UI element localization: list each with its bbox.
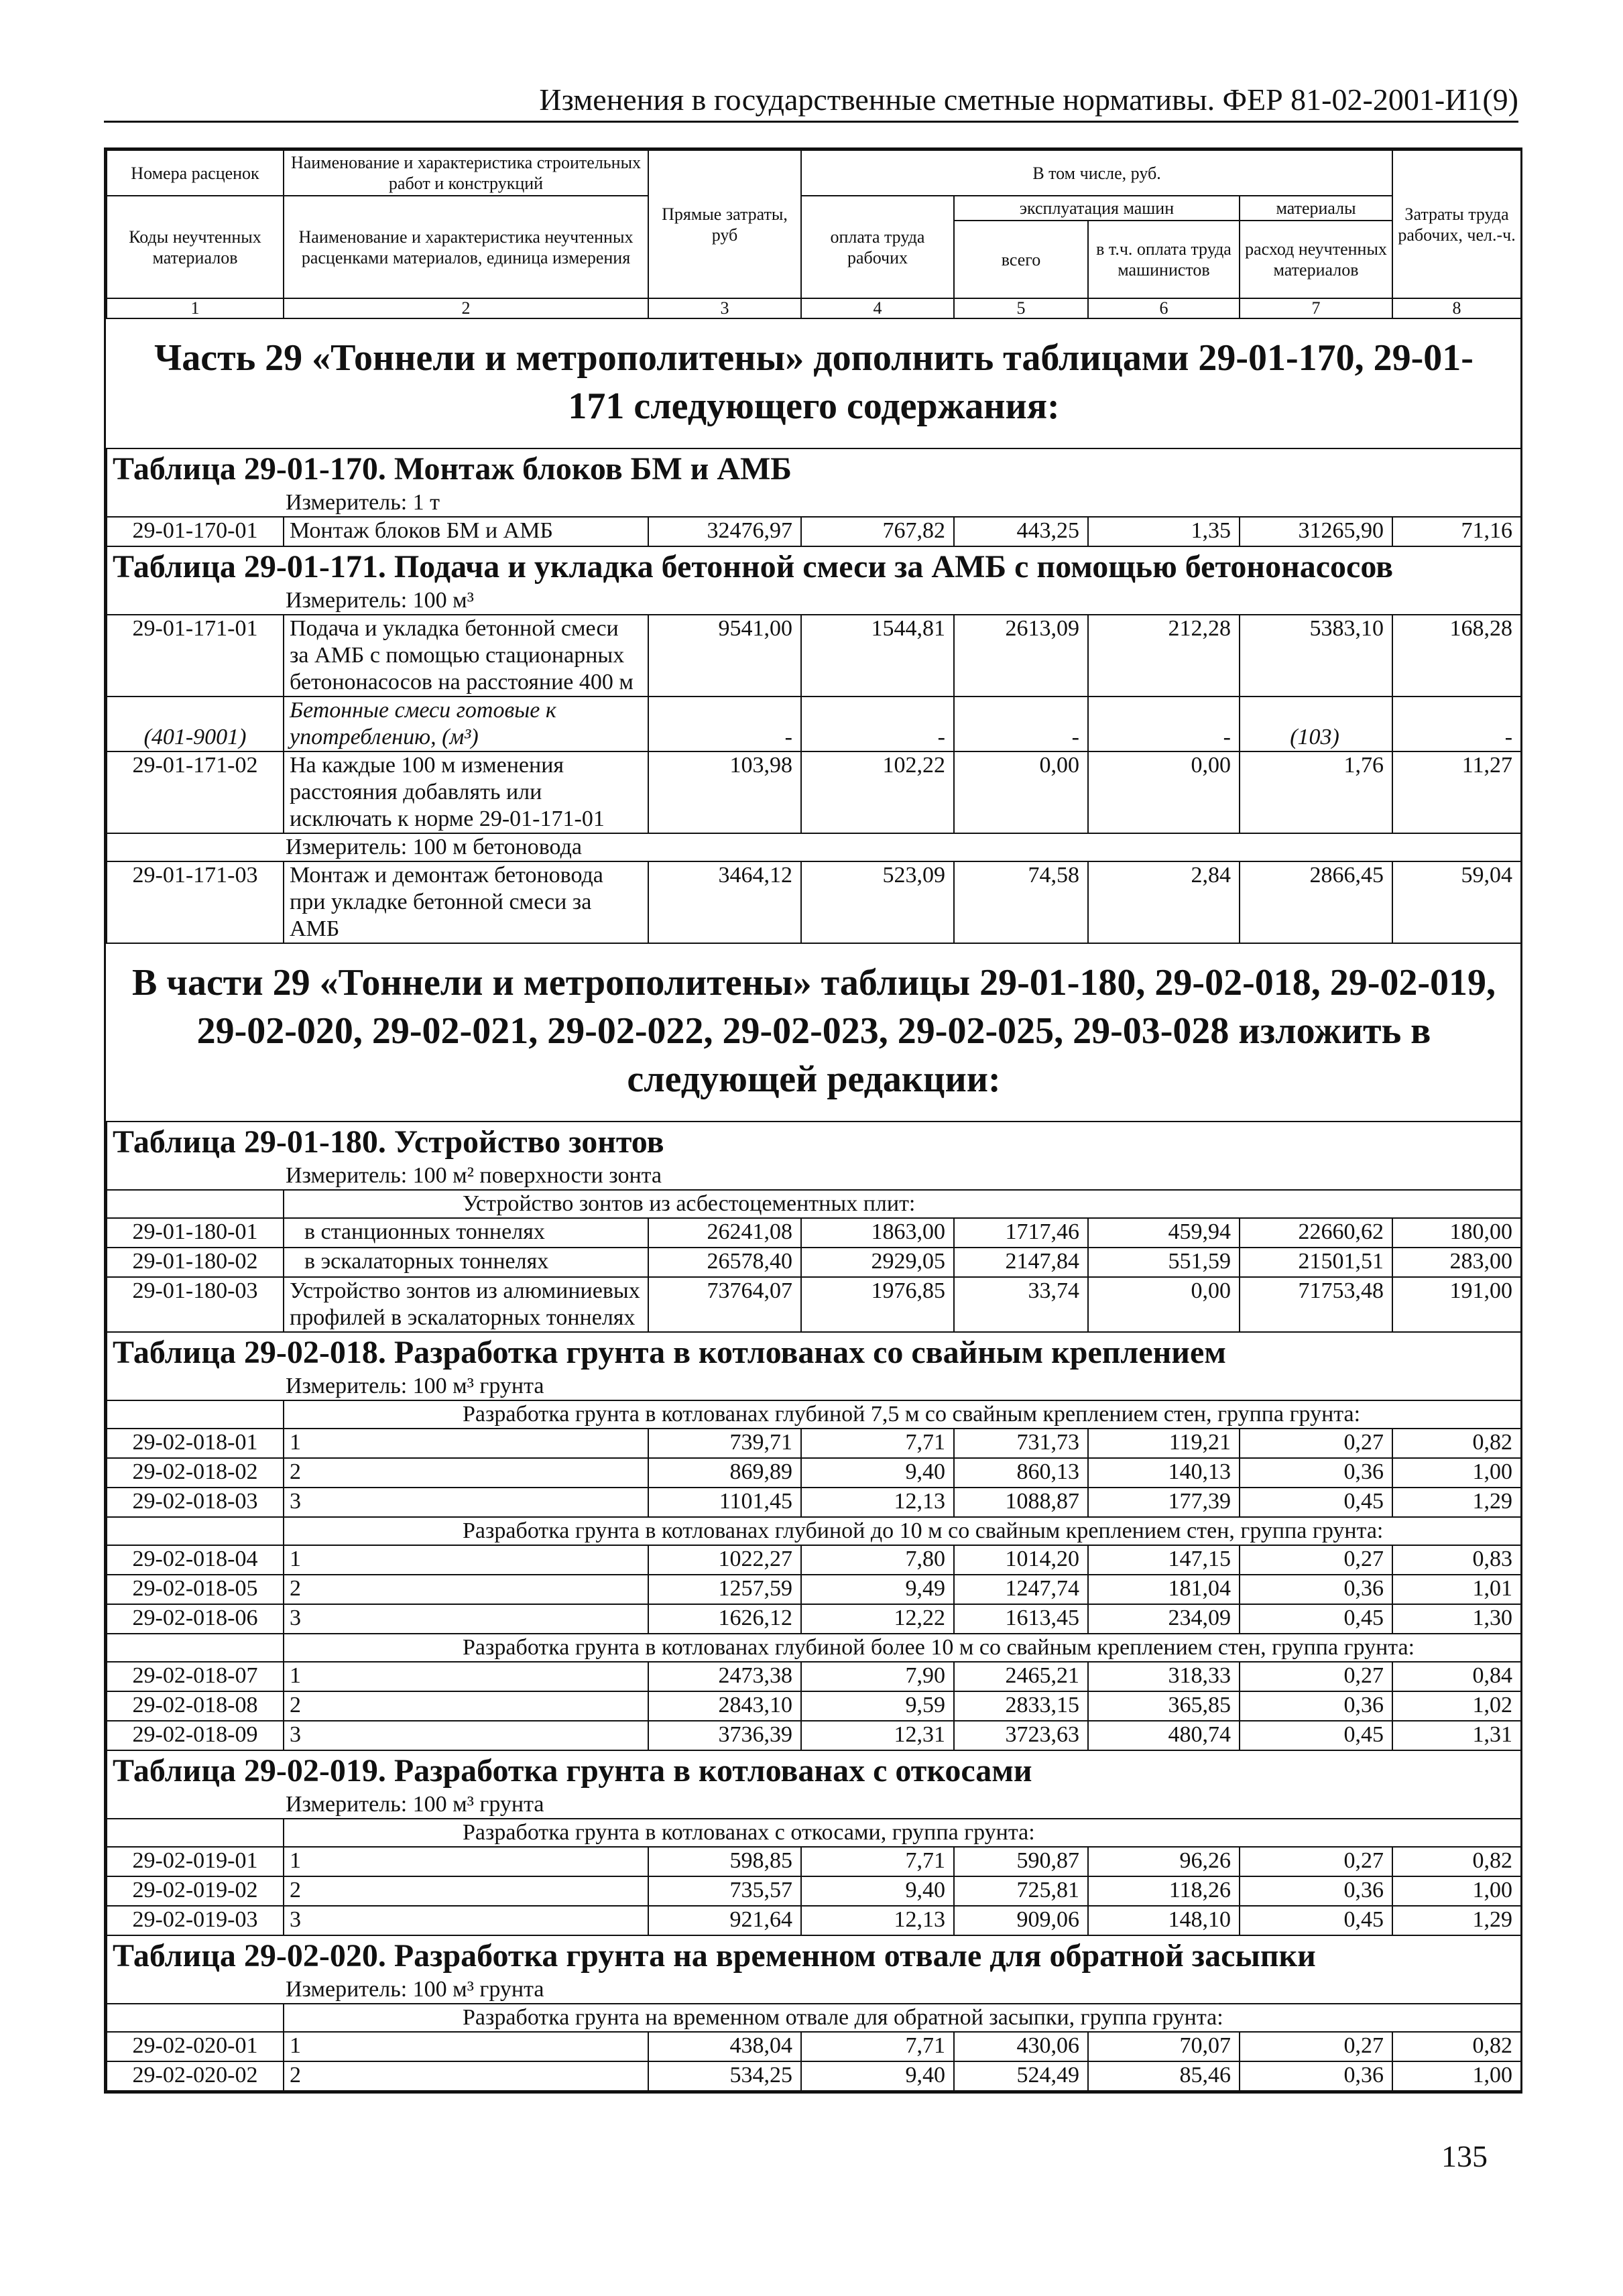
value-col-7: 0,27: [1240, 1429, 1392, 1458]
value-col-6: 148,10: [1088, 1906, 1240, 1935]
page-header: Изменения в государственные сметные нормативы. ФЕР 81-02-2001-И1(9): [104, 79, 1518, 123]
value-col-5: 2147,84: [954, 1248, 1088, 1277]
group-code-cell: [107, 1517, 284, 1545]
rate-code: 29-02-018-06: [107, 1604, 284, 1634]
group-29-02-018-b: Разработка грунта в котлованах глубиной до 10 м со свайным креплением стен, группа грунта:: [284, 1517, 1521, 1545]
rate-name: Монтаж и демонтаж бетоновода при укладке бетонной смеси за АМБ: [284, 861, 648, 943]
value-col-6: 551,59: [1088, 1248, 1240, 1277]
value-col-7: 0,36: [1240, 1458, 1392, 1488]
group-code-cell: [107, 1190, 284, 1218]
table-row: [107, 1876, 1521, 1906]
value-col-3: 869,89: [648, 1458, 801, 1488]
value-col-4: 9,59: [801, 1691, 954, 1721]
table-title-29-02-020-row: [107, 1935, 1521, 1976]
value-col-5: 2613,09: [954, 615, 1088, 697]
value-col-8: 0,84: [1392, 1662, 1521, 1691]
measure-29-01-171-pipe-row: [107, 833, 1521, 861]
table-title-29-02-018: Таблица 29-02-018. Разработка грунта в котлованах со свайным креплением: [107, 1332, 1521, 1373]
value-col-5: 524,49: [954, 2061, 1088, 2091]
table-row: [107, 2032, 1521, 2061]
rate-code: 29-01-171-01: [107, 615, 284, 697]
col8-header: Затраты труда рабочих, чел.-ч.: [1392, 150, 1521, 298]
value-col-8: 1,01: [1392, 1575, 1521, 1604]
value-col-7: 22660,62: [1240, 1218, 1392, 1248]
col1-top-header: Номера расценок: [107, 150, 284, 196]
rate-code: 29-02-019-03: [107, 1906, 284, 1935]
measure-29-02-019-row: [107, 1791, 1521, 1819]
value-col-4: -: [801, 697, 954, 751]
table-row: [107, 1545, 1521, 1575]
rate-name: 1: [284, 1662, 648, 1691]
column-number-3: 3: [648, 298, 801, 318]
rate-name: На каждые 100 м изменения расстояния добавлять или исключать к норме 29-01-171-01: [284, 751, 648, 833]
col2-bottom-header: Наименование и характеристика неучтенных расценками материалов, единица измерения: [284, 196, 648, 298]
value-col-5: 74,58: [954, 861, 1088, 943]
value-col-6: 1,35: [1088, 517, 1240, 546]
measure-29-01-171: Измеритель: 100 м³: [107, 587, 1521, 615]
value-col-4: 9,49: [801, 1575, 954, 1604]
value-col-4: 9,40: [801, 1876, 954, 1906]
rate-code: (401-9001): [107, 697, 284, 751]
column-number-2: 2: [284, 298, 648, 318]
value-col-5: 0,00: [954, 751, 1088, 833]
table-row: [107, 1604, 1521, 1634]
value-col-6: 85,46: [1088, 2061, 1240, 2091]
value-col-6: 147,15: [1088, 1545, 1240, 1575]
value-col-8: -: [1392, 697, 1521, 751]
value-col-8: 1,30: [1392, 1604, 1521, 1634]
col4-header: оплата труда рабочих: [801, 196, 954, 298]
group-29-02-018-c-row: [107, 1634, 1521, 1662]
value-col-7: 0,45: [1240, 1604, 1392, 1634]
col2-top-header: Наименование и характеристика строительных работ и конструкций: [284, 150, 648, 196]
value-col-3: 2473,38: [648, 1662, 801, 1691]
value-col-8: 1,00: [1392, 2061, 1521, 2091]
measure-29-02-020: Измеритель: 100 м³ грунта: [107, 1976, 1521, 2004]
rate-code: 29-02-020-01: [107, 2032, 284, 2061]
value-col-8: 1,31: [1392, 1721, 1521, 1750]
table-title-29-02-020: Таблица 29-02-020. Разработка грунта на временном отвале для обратной засыпки: [107, 1935, 1521, 1976]
value-col-4: 1544,81: [801, 615, 954, 697]
value-col-7: 0,36: [1240, 2061, 1392, 2091]
value-col-7: 0,45: [1240, 1721, 1392, 1750]
value-col-8: 1,00: [1392, 1458, 1521, 1488]
group-29-02-018-a-row: [107, 1400, 1521, 1429]
value-col-6: 140,13: [1088, 1458, 1240, 1488]
group-code-cell: [107, 1634, 284, 1662]
value-col-5: 1247,74: [954, 1575, 1088, 1604]
value-col-3: 921,64: [648, 1906, 801, 1935]
measure-29-01-171-row: [107, 587, 1521, 615]
value-col-5: 430,06: [954, 2032, 1088, 2061]
value-col-8: 0,82: [1392, 1429, 1521, 1458]
value-col-5: 1717,46: [954, 1218, 1088, 1248]
value-col-3: 9541,00: [648, 615, 801, 697]
value-col-8: 283,00: [1392, 1248, 1521, 1277]
measure-29-01-170: Измеритель: 1 т: [107, 489, 1521, 517]
part-heading-2: В части 29 «Тоннели и метрополитены» таблицы 29-01-180, 29-02-018, 29-02-019, 29-02-020, 29-02-021, 29-02-022, 29-02-023, 29-02-025, 29-03-028 изложить в следующей редакции:: [107, 943, 1521, 1122]
value-col-7: 0,27: [1240, 2032, 1392, 2061]
value-col-6: 96,26: [1088, 1847, 1240, 1876]
group-code-cell: [107, 1819, 284, 1847]
measure-29-01-180-row: [107, 1162, 1521, 1190]
value-col-5: 731,73: [954, 1429, 1088, 1458]
value-col-5: 1014,20: [954, 1545, 1088, 1575]
value-col-7: 0,27: [1240, 1662, 1392, 1691]
value-col-6: 2,84: [1088, 861, 1240, 943]
value-col-3: 73764,07: [648, 1277, 801, 1332]
value-col-8: 1,29: [1392, 1488, 1521, 1517]
column-number-8: 8: [1392, 298, 1521, 318]
value-col-6: 177,39: [1088, 1488, 1240, 1517]
value-col-5: 860,13: [954, 1458, 1088, 1488]
value-col-5: 2465,21: [954, 1662, 1088, 1691]
value-col-4: 9,40: [801, 1458, 954, 1488]
rate-code: 29-02-018-02: [107, 1458, 284, 1488]
rate-code: 29-02-019-01: [107, 1847, 284, 1876]
value-col-4: 2929,05: [801, 1248, 954, 1277]
value-col-7: 31265,90: [1240, 517, 1392, 546]
table-row: [107, 1248, 1521, 1277]
value-col-5: 590,87: [954, 1847, 1088, 1876]
value-col-8: 1,29: [1392, 1906, 1521, 1935]
measure-29-01-170-row: [107, 489, 1521, 517]
col1-bottom-header: Коды неучтенных материалов: [107, 196, 284, 298]
value-col-3: 26241,08: [648, 1218, 801, 1248]
table-row: [107, 1721, 1521, 1750]
table-row: [107, 1488, 1521, 1517]
rate-name: 1: [284, 1545, 648, 1575]
value-col-4: 12,22: [801, 1604, 954, 1634]
value-col-7: 0,27: [1240, 1545, 1392, 1575]
table-title-29-01-171-row: [107, 546, 1521, 587]
value-col-6: 119,21: [1088, 1429, 1240, 1458]
col3-header: Прямые затраты, руб: [648, 150, 801, 298]
value-col-8: 0,82: [1392, 1847, 1521, 1876]
value-col-4: 1976,85: [801, 1277, 954, 1332]
column-number-7: 7: [1240, 298, 1392, 318]
rate-name: 2: [284, 1575, 648, 1604]
group-29-02-020: Разработка грунта на временном отвале для обратной засыпки, группа грунта:: [284, 2004, 1521, 2032]
measure-29-02-019: Измеритель: 100 м³ грунта: [107, 1791, 1521, 1819]
table-title-29-01-180-row: [107, 1122, 1521, 1162]
rate-name: Устройство зонтов из алюминиевых профилей в эскалаторных тоннелях: [284, 1277, 648, 1332]
value-col-3: 438,04: [648, 2032, 801, 2061]
value-col-6: 212,28: [1088, 615, 1240, 697]
table-row: [107, 1277, 1521, 1332]
value-col-5: 33,74: [954, 1277, 1088, 1332]
measure-29-01-171-pipe: Измеритель: 100 м бетоновода: [107, 833, 1521, 861]
materials-group-header: материалы: [1240, 196, 1392, 221]
value-col-5: 1613,45: [954, 1604, 1088, 1634]
measure-29-02-018: Измеритель: 100 м³ грунта: [107, 1373, 1521, 1400]
machines-group-header: эксплуатация машин: [954, 196, 1240, 221]
value-col-3: 26578,40: [648, 1248, 801, 1277]
value-col-4: 12,13: [801, 1488, 954, 1517]
value-col-4: 7,71: [801, 2032, 954, 2061]
table-row: [107, 2061, 1521, 2091]
rate-code: 29-01-180-01: [107, 1218, 284, 1248]
value-col-8: 0,83: [1392, 1545, 1521, 1575]
rate-code: 29-02-019-02: [107, 1876, 284, 1906]
value-col-6: -: [1088, 697, 1240, 751]
table-title-29-01-180: Таблица 29-01-180. Устройство зонтов: [107, 1122, 1521, 1162]
rate-name: в станционных тоннелях: [284, 1218, 648, 1248]
value-col-4: 9,40: [801, 2061, 954, 2091]
group-29-02-018-a: Разработка грунта в котлованах глубиной 7,5 м со свайным креплением стен, группа грунта:: [284, 1400, 1521, 1429]
value-col-4: 7,90: [801, 1662, 954, 1691]
table-row: [107, 1906, 1521, 1935]
rate-code: 29-02-018-07: [107, 1662, 284, 1691]
rate-name: 1: [284, 1429, 648, 1458]
value-col-8: 11,27: [1392, 751, 1521, 833]
group-29-02-018-b-row: [107, 1517, 1521, 1545]
value-col-8: 1,00: [1392, 1876, 1521, 1906]
value-col-5: -: [954, 697, 1088, 751]
table-title-29-02-019-row: [107, 1750, 1521, 1791]
value-col-8: 71,16: [1392, 517, 1521, 546]
table-title-29-02-018-row: [107, 1332, 1521, 1373]
table-row: [107, 1458, 1521, 1488]
rate-code: 29-02-018-08: [107, 1691, 284, 1721]
table-row: [107, 1218, 1521, 1248]
value-col-7: 1,76: [1240, 751, 1392, 833]
table-title-29-01-170: Таблица 29-01-170. Монтаж блоков БМ и АМБ: [107, 448, 1521, 489]
value-col-3: 2843,10: [648, 1691, 801, 1721]
value-col-4: 767,82: [801, 517, 954, 546]
rate-code: 29-02-018-04: [107, 1545, 284, 1575]
measure-29-01-180: Измеритель: 100 м² поверхности зонта: [107, 1162, 1521, 1190]
rate-code: 29-01-180-02: [107, 1248, 284, 1277]
table-row: [107, 861, 1521, 943]
value-col-4: 7,71: [801, 1429, 954, 1458]
value-col-8: 0,82: [1392, 2032, 1521, 2061]
group-29-02-020-row: [107, 2004, 1521, 2032]
rate-name: Бетонные смеси готовые к употреблению, (м³): [284, 697, 648, 751]
value-col-7: 71753,48: [1240, 1277, 1392, 1332]
value-col-4: 1863,00: [801, 1218, 954, 1248]
value-col-4: 7,71: [801, 1847, 954, 1876]
rates-table: [106, 149, 1522, 2092]
column-numbers-row: [107, 298, 1521, 318]
value-col-6: 318,33: [1088, 1662, 1240, 1691]
part-heading-1-row: [107, 318, 1521, 448]
value-col-6: 0,00: [1088, 751, 1240, 833]
table-row: [107, 517, 1521, 546]
value-col-7: 0,36: [1240, 1575, 1392, 1604]
table-row: [107, 1429, 1521, 1458]
value-col-7: 21501,51: [1240, 1248, 1392, 1277]
table-title-29-01-170-row: [107, 448, 1521, 489]
rate-code: 29-01-170-01: [107, 517, 284, 546]
value-col-6: 459,94: [1088, 1218, 1240, 1248]
value-col-6: 234,09: [1088, 1604, 1240, 1634]
rate-name: 2: [284, 2061, 648, 2091]
group-code-cell: [107, 2004, 284, 2032]
value-col-5: 1088,87: [954, 1488, 1088, 1517]
value-col-7: 0,27: [1240, 1847, 1392, 1876]
rate-code: 29-01-171-02: [107, 751, 284, 833]
value-col-5: 443,25: [954, 517, 1088, 546]
rate-name: 3: [284, 1721, 648, 1750]
value-col-7: 0,36: [1240, 1691, 1392, 1721]
value-col-3: 598,85: [648, 1847, 801, 1876]
table-row: [107, 1691, 1521, 1721]
value-col-3: 1257,59: [648, 1575, 801, 1604]
value-col-3: 32476,97: [648, 517, 801, 546]
value-col-3: 1626,12: [648, 1604, 801, 1634]
group-29-01-180-row: [107, 1190, 1521, 1218]
part-heading-2-row: [107, 943, 1521, 1122]
value-col-6: 0,00: [1088, 1277, 1240, 1332]
rate-name: 2: [284, 1691, 648, 1721]
table-row: [107, 615, 1521, 697]
rate-code: 29-01-171-03: [107, 861, 284, 943]
rate-name: 3: [284, 1488, 648, 1517]
col7-header: расход неучтенных материалов: [1240, 221, 1392, 298]
value-col-4: 12,13: [801, 1906, 954, 1935]
value-col-5: 725,81: [954, 1876, 1088, 1906]
col5-header: всего: [954, 221, 1088, 298]
value-col-6: 480,74: [1088, 1721, 1240, 1750]
value-col-3: 739,71: [648, 1429, 801, 1458]
column-number-4: 4: [801, 298, 954, 318]
value-col-3: 1022,27: [648, 1545, 801, 1575]
value-col-4: 7,80: [801, 1545, 954, 1575]
value-col-3: 735,57: [648, 1876, 801, 1906]
table-row: [107, 1575, 1521, 1604]
table-row: [107, 1847, 1521, 1876]
group-29-02-018-c: Разработка грунта в котлованах глубиной более 10 м со свайным креплением стен, группа грунта:: [284, 1634, 1521, 1662]
rate-name: 1: [284, 1847, 648, 1876]
value-col-8: 191,00: [1392, 1277, 1521, 1332]
value-col-5: 2833,15: [954, 1691, 1088, 1721]
rate-name: Монтаж блоков БМ и АМБ: [284, 517, 648, 546]
part-heading-1: Часть 29 «Тоннели и метрополитены» дополнить таблицами 29-01-170, 29-01-171 следующего содержания:: [107, 318, 1521, 448]
value-col-7: 0,45: [1240, 1906, 1392, 1935]
rate-code: 29-02-018-05: [107, 1575, 284, 1604]
value-col-6: 70,07: [1088, 2032, 1240, 2061]
included-group-header: В том числе, руб.: [801, 150, 1392, 196]
column-number-5: 5: [954, 298, 1088, 318]
value-col-5: 909,06: [954, 1906, 1088, 1935]
table-title-29-01-171: Таблица 29-01-171. Подача и укладка бетонной смеси за АМБ с помощью бетононасосов: [107, 546, 1521, 587]
rate-name: 1: [284, 2032, 648, 2061]
value-col-6: 365,85: [1088, 1691, 1240, 1721]
col6-header: в т.ч. оплата труда машинистов: [1088, 221, 1240, 298]
table-title-29-02-019: Таблица 29-02-019. Разработка грунта в котлованах с откосами: [107, 1750, 1521, 1791]
value-col-7: 0,36: [1240, 1876, 1392, 1906]
rate-name: 2: [284, 1458, 648, 1488]
rate-name: Подача и укладка бетонной смеси за АМБ с помощью стационарных бетононасосов на расстояние 400 м: [284, 615, 648, 697]
measure-29-02-020-row: [107, 1976, 1521, 2004]
rates-table-frame: [104, 147, 1522, 2094]
value-col-8: 59,04: [1392, 861, 1521, 943]
value-col-7: 5383,10: [1240, 615, 1392, 697]
value-col-6: 181,04: [1088, 1575, 1240, 1604]
rate-name: 2: [284, 1876, 648, 1906]
group-29-02-019-row: [107, 1819, 1521, 1847]
value-col-4: 523,09: [801, 861, 954, 943]
column-number-1: 1: [107, 298, 284, 318]
value-col-4: 12,31: [801, 1721, 954, 1750]
value-col-3: 3736,39: [648, 1721, 801, 1750]
page-number: 135: [1441, 2139, 1488, 2173]
value-col-6: 118,26: [1088, 1876, 1240, 1906]
value-col-8: 168,28: [1392, 615, 1521, 697]
rate-code: 29-02-018-03: [107, 1488, 284, 1517]
value-col-8: 180,00: [1392, 1218, 1521, 1248]
value-col-3: 534,25: [648, 2061, 801, 2091]
value-col-3: 3464,12: [648, 861, 801, 943]
measure-29-02-018-row: [107, 1373, 1521, 1400]
value-col-3: -: [648, 697, 801, 751]
value-col-5: 3723,63: [954, 1721, 1088, 1750]
group-29-02-019: Разработка грунта в котлованах с откосами, группа грунта:: [284, 1819, 1521, 1847]
rate-name: 3: [284, 1604, 648, 1634]
rate-code: 29-02-020-02: [107, 2061, 284, 2091]
table-row: [107, 751, 1521, 833]
value-col-7: (103): [1240, 697, 1392, 751]
value-col-8: 1,02: [1392, 1691, 1521, 1721]
value-col-7: 0,45: [1240, 1488, 1392, 1517]
value-col-3: 1101,45: [648, 1488, 801, 1517]
table-row: [107, 1662, 1521, 1691]
rate-code: 29-02-018-01: [107, 1429, 284, 1458]
rate-name: 3: [284, 1906, 648, 1935]
group-29-01-180: Устройство зонтов из асбестоцементных плит:: [284, 1190, 1521, 1218]
value-col-4: 102,22: [801, 751, 954, 833]
column-number-6: 6: [1088, 298, 1240, 318]
value-col-7: 2866,45: [1240, 861, 1392, 943]
rate-code: 29-01-180-03: [107, 1277, 284, 1332]
rate-name: в эскалаторных тоннелях: [284, 1248, 648, 1277]
value-col-3: 103,98: [648, 751, 801, 833]
rate-code: 29-02-018-09: [107, 1721, 284, 1750]
table-row: [107, 697, 1521, 751]
group-code-cell: [107, 1400, 284, 1429]
